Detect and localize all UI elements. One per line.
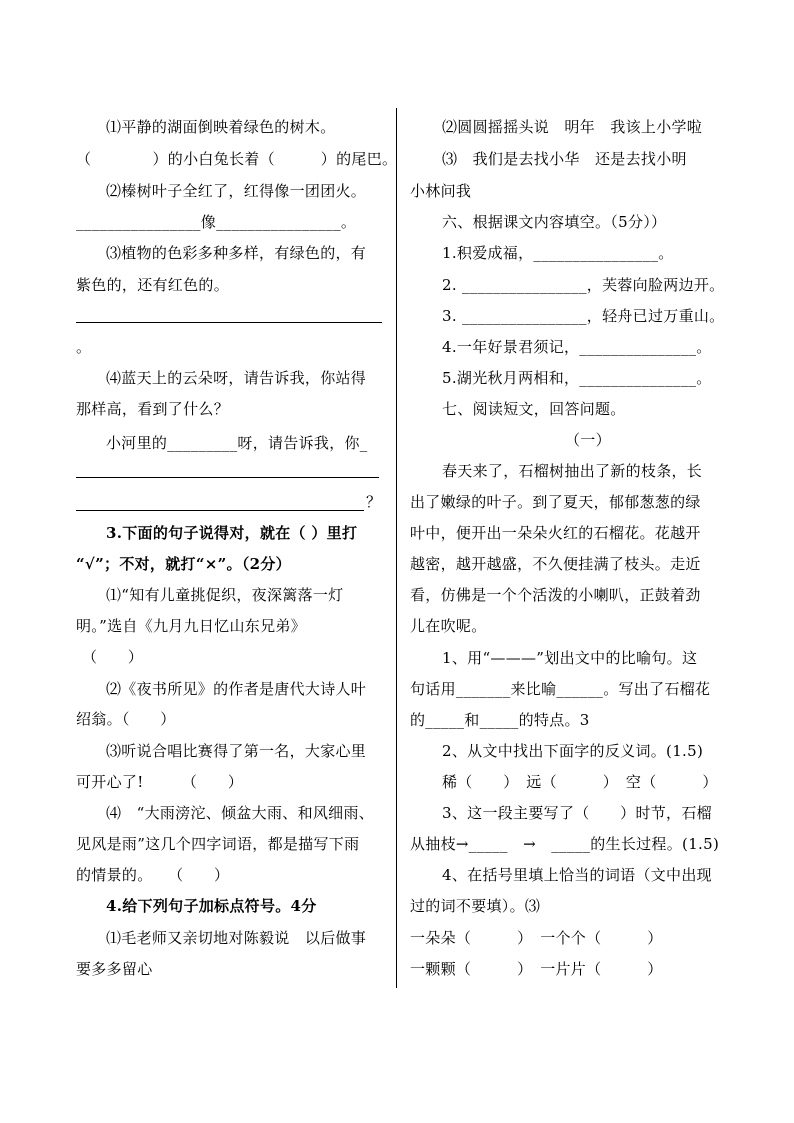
question-1-cont: 句话用_______来比喻______。写出了石榴花 — [410, 680, 711, 698]
section-3-heading-cont: “√”；不对，就打“×”。（2分） — [76, 555, 291, 573]
answer-line — [76, 477, 379, 478]
question-mark: ？ — [366, 493, 382, 511]
judge-item-3-cont: 可开心了! （ ） — [76, 773, 244, 791]
section-6-heading: 六、根据课文内容填空。（5分）） — [442, 213, 667, 231]
question-3-cont: 从抽枝→_____ → _____的生长过程。(1.5) — [410, 835, 720, 853]
poem-fill-1: 1.积爱成福，________________。 — [442, 244, 674, 262]
poem-fill-3: 3. ________________，轻舟已过万重山。 — [442, 307, 725, 325]
section-3-heading: 3.下面的句子说得对，就在（ ）里打 — [106, 524, 358, 542]
punctuation-item-3-cont: 小林问我 — [410, 182, 472, 200]
passage-line: 看，仿佛是一个个活泼的小喇叭，正鼓着劲 — [410, 586, 701, 604]
punctuation-item-3: ⑶ 我们是去找小华 还是去找小明 — [442, 150, 687, 168]
judge-item-4-end: 的情景的。 （ ） — [76, 866, 230, 884]
word-fill-line-1: 一朵朵（ ） 一个个（ ） — [410, 929, 663, 947]
section-7-heading: 七、阅读短文，回答问题。 — [442, 400, 626, 418]
sentence-1: ⑴平静的湖面倒映着绿色的树木。 — [106, 118, 336, 136]
word-fill-line-2: 一颗颗（ ） 一片片（ ） — [410, 960, 663, 978]
poem-fill-2: 2. ________________，芙蓉向脸两边开。 — [442, 276, 725, 294]
imitation-line: 小河里的_________呀，请告诉我，你_ — [106, 434, 368, 452]
question-4: 4、在括号里填上恰当的词语（文中出现 — [442, 866, 712, 884]
question-1-end: 的_____和_____的特点。3 — [410, 711, 590, 729]
question-2: 2、从文中找出下面字的反义词。(1.5) — [442, 742, 704, 760]
sentence-2: ⑵榛树叶子全红了，红得像一团团火。 — [106, 182, 367, 200]
judge-item-1-bracket: （ ） — [82, 648, 144, 666]
fill-blank-line: ________________像________________。 — [76, 213, 357, 231]
passage-line: 春天来了，石榴树抽出了新的枝条，长 — [442, 462, 703, 480]
judge-item-4: ⑷ “大雨滂沱、倾盆大雨、和风细雨、 — [106, 804, 375, 822]
punctuation-item-1: ⑴毛老师又亲切地对陈毅说 以后做事 — [106, 929, 367, 947]
question-3: 3、这一段主要写了（ ）时节，石榴 — [442, 804, 712, 822]
sentence-4: ⑷蓝天上的云朵呀，请告诉我，你站得 — [106, 369, 367, 387]
answer-line — [76, 510, 364, 511]
answer-line — [76, 322, 382, 323]
judge-item-4-cont: 见风是雨”这几个四字词语，都是描写下雨 — [76, 835, 360, 853]
passage-line: 儿在吹呢。 — [410, 617, 487, 635]
question-4-cont: 过的词不要填）。⑶ — [410, 897, 541, 915]
punctuation-item-2: ⑵圆圆摇摇头说 明年 我该上小学啦 — [442, 118, 703, 136]
column-divider — [396, 108, 397, 988]
judge-item-3: ⑶听说合唱比赛得了第一名，大家心里 — [106, 742, 367, 760]
passage-line: 出了嫩绿的叶子。到了夏天，郁郁葱葱的绿 — [410, 493, 701, 511]
poem-fill-5: 5.湖光秋月两相和，_______________。 — [442, 369, 712, 387]
judge-item-2: ⑵《夜书所见》的作者是唐代大诗人叶 — [106, 680, 367, 698]
fill-blank-line: （ ）的小白兔长着（ ）的尾巴。 — [76, 150, 398, 168]
passage-line: 越密，越开越盛，不久便挂满了枝头。走近 — [410, 555, 701, 573]
question-1: 1、用“———”划出文中的比喻句。这 — [442, 649, 698, 667]
poem-fill-4: 4.一年好景君须记，_______________。 — [442, 338, 712, 356]
passage-line: 叶中，便开出一朵朵火红的石榴花。花越开 — [410, 524, 701, 542]
section-4-heading: 4.给下列句子加标点符号。4分 — [106, 897, 317, 915]
sentence-3: ⑶植物的色彩多种多样，有绿色的，有 — [106, 244, 367, 262]
sentence-3-cont: 紫色的，还有红色的。 — [76, 276, 230, 294]
antonym-line: 稀（ ） 远（ ） 空（ ） — [442, 773, 718, 791]
judge-item-2-cont: 绍翁。（ ） — [76, 710, 176, 728]
punctuation-item-1-cont: 要多多留心 — [76, 960, 153, 978]
passage-number: （一） — [565, 431, 611, 449]
judge-item-1: ⑴“知有儿童挑促织，夜深篱落一灯 — [106, 586, 344, 604]
sentence-4-cont: 那样高，看到了什么？ — [76, 400, 230, 418]
judge-item-1-cont: 明。”选自《九月九日忆山东兄弟》 — [76, 617, 306, 635]
period-mark: 。 — [76, 338, 92, 356]
